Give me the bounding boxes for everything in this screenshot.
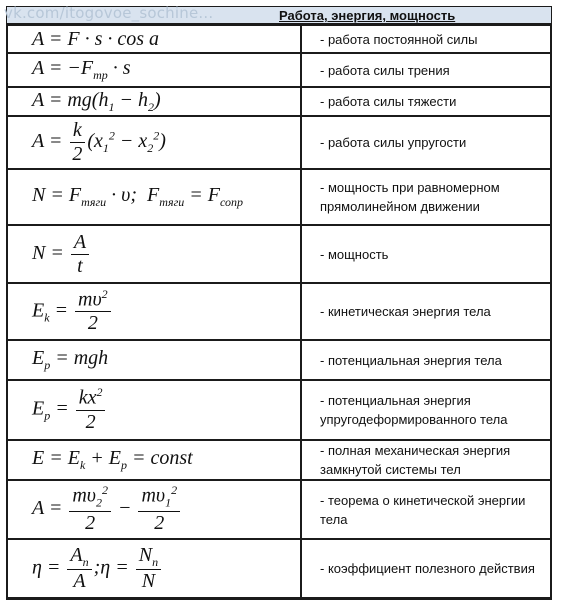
formula-cell: A = F · s · cos a [7,25,301,53]
formula-cell: $N = F_{тяги} \cdot \upsilon$; $F_{тяги} = F_{сопр}$ [7,169,301,225]
table-row [7,539,551,598]
description-cell: - мощность при равномерном прямолинейном движении [301,169,551,225]
watermark: vk.com/itogovoe_sochine... [4,4,214,22]
table-row [7,480,551,539]
description-cell: - работа постоянной силы [301,25,551,53]
description-cell: - полная механическая энергия замкнутой системы тел [301,440,551,480]
formula-cell: $E_p$ = mgh [7,340,301,380]
description-cell: - работа силы трения [301,53,551,87]
description-cell: - потенциальная энергия тела [301,340,551,380]
table-row [7,87,551,116]
description-cell: - работа силы тяжести [301,87,551,116]
formula-cell: A = $\frac{k}{2}$ $(x_1^2 - x_2^2)$ [7,116,301,169]
description-cell: - потенциальная энергия упругодеформированного тела [301,380,551,440]
table-row [7,25,551,53]
formula-cell: $E_k$ = $\frac{m\upsilon^2}{2}$ [7,283,301,340]
table-row [7,53,551,87]
table-row [7,283,551,340]
description-cell: - кинетическая энергия тела [301,283,551,340]
description-cell: - мощность [301,225,551,283]
formula-cell: N = $\frac{A}{t}$ [7,225,301,283]
table-row [7,169,551,225]
table-bottom-border [6,598,552,608]
table-row [7,380,551,440]
formula-cell: $A = -F_{тр} \cdot s$ [7,53,301,87]
formula-cell: A = $\frac{m\upsilon_2^2}{2}$ − $\frac{m\upsilon_1^2}{2}$ [7,480,301,539]
description-cell: - теорема о кинетической энергии тела [301,480,551,539]
formula-cell: $A = mg(h_1 - h_2)$ [7,87,301,116]
table-row [7,340,551,380]
table-row [7,225,551,283]
formula-cell: $E_p$ = $\frac{kx^2}{2}$ [7,380,301,440]
formula-table [6,24,552,599]
description-cell: - работа силы упругости [301,116,551,169]
table-row [7,440,551,480]
table-row [7,116,551,169]
formula-cell: $E = E_k + E_p$ = const [7,440,301,480]
page-title: Работа, энергия, мощность [279,8,456,23]
formula-cell: η = $\frac{A_n}{A}$ ;η = $\frac{N_n}{N}$ [7,539,301,598]
description-cell: - коэффициент полезного действия [301,539,551,598]
